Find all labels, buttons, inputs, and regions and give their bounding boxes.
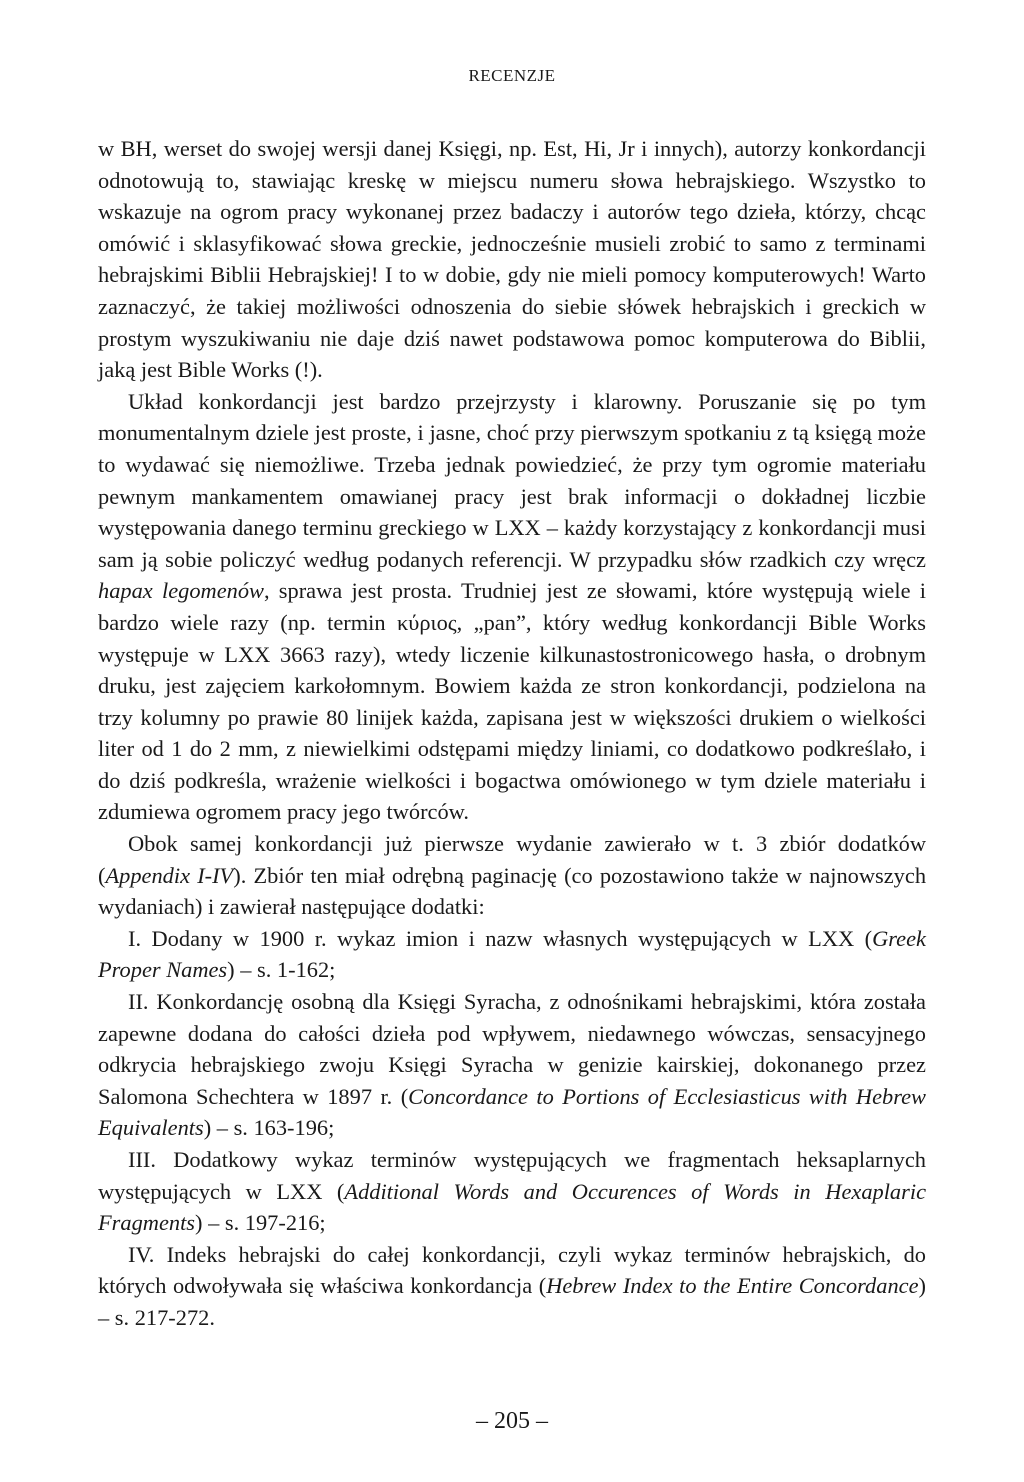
text-run: ) – s. 217-272. [98,1273,926,1330]
italic-title: Concordance to Portions of Ecclesiasticus with Hebrew Equivalents [98,1083,926,1141]
text-run: IV. Indeks hebrajski do całej konkordancji, czyli wykaz terminów hebrajskich, do których odwoływała się właściwa konkordancja ( [98,1241,926,1299]
text-run: II. Konkordancję osobną dla Księgi Syracha, z odnośnikami hebrajskimi, która została zapewne dodana do całości dzieła pod wpływem, niedawnego wówczas, sensacyjnego odkrycia hebrajskiego zwoju Księgi Syracha w genizie kairskiej, dokonanego przez Salomona Schechtera w 1897 r. ( [98,989,926,1109]
paragraph [98,133,926,386]
body-text [98,133,926,1334]
text-run: w BH, werset do swojej wersji danej Księgi, np. Est, Hi, Jr i innych), autorzy konkordancji odnotowują to, stawiając kreskę w miejscu numeru słowa hebrajskiego. Wszystko to wskazuje na ogrom pracy wykonanej przez badaczy i autorów tego dzieła, którzy, chcąc omówić i sklasyfikować słowa greckie, jednocześnie musieli zrobić to samo z terminami hebrajskimi Biblii Hebrajskiej! I to w dobie, gdy nie mieli pomocy komputerowych! Warto zaznaczyć, że takiej możliwości odnoszenia do siebie słówek hebrajskich i greckich w prostym wyszukiwaniu nie daje dziś nawet podstawowa pomoc komputerowa do Biblii, jaką jest Bible Works (!). [98,136,926,383]
paragraph [98,386,926,828]
text-run: I. Dodany w 1900 r. wykaz imion i nazw własnych występujących w LXX ( [128,925,873,951]
paragraph [98,923,926,986]
page-number: – 205 – [476,1408,548,1434]
text-run: ) – s. 163-196; [203,1115,335,1141]
text-run: ). Zbiór ten miał odrębną paginację (co pozostawiono także w najnowszych wydaniach) i zawierał następujące dodatki: [98,862,927,920]
text-run: ) – s. 1-162; [227,957,336,983]
italic-title: Additional Words and Occurences of Words in Hexaplaric Fragments [98,1178,927,1236]
paragraph [98,828,926,923]
paragraph [98,1144,926,1239]
italic-title: Greek Proper Names [98,925,926,983]
italic-title: Hebrew Index to the Entire Concordance [546,1273,919,1299]
italic-title: Appendix I-IV [105,862,234,888]
text-run: , sprawa jest prosta. Trudniej jest ze słowami, które występują wiele i bardzo wiele razy (np. termin κύριος, „pan”, który według konkordancji Bible Works występuje w LXX 3663 razy), wtedy liczenie kilkunastostronicowego hasła, o drobnym druku, jest zajęciem karkołomnym. Bowiem każda ze stron konkordancji, podzielona na trzy kolumny po prawie 80 linijek każda, zapisana jest w większości drukiem o wielkości liter od 1 do 2 mm, z niewielkimi odstępami między liniami, co dodatkowo podkreślało, i do dziś podkreśla, wrażenie wielkości i bogactwa omówionego w tym dziele materiału i zdumiewa ogromem pracy jego twórców. [98,578,926,825]
text-run: III. Dodatkowy wykaz terminów występujących we fragmentach heksaplarnych występujących w LXX ( [98,1147,926,1204]
running-header: RECENZJE [468,66,556,85]
italic-title: hapax legomenów [98,578,264,604]
text-run: ) – s. 197-216; [195,1210,326,1236]
paragraph [98,1239,926,1334]
text-run: Układ konkordancji jest bardzo przejrzysty i klarowny. Poruszanie się po tym monumentalnym dziele jest proste, i jasne, choć przy pierwszym spotkaniu z tą księgą może to wydawać się niemożliwe. Trzeba jednak powiedzieć, że przy tym ogromie materiału pewnym mankamentem omawianej pracy jest brak informacji o dokładnej liczbie występowania danego terminu greckiego w LXX – każdy korzystający z konkordancji musi sam ją sobie policzyć według podanych referencji. W przypadku słów rzadkich czy wręcz [98,388,926,572]
text-run: Obok samej konkordancji już pierwsze wydanie zawierało w t. 3 zbiór dodatków ( [98,831,926,888]
paragraph [98,986,926,1144]
